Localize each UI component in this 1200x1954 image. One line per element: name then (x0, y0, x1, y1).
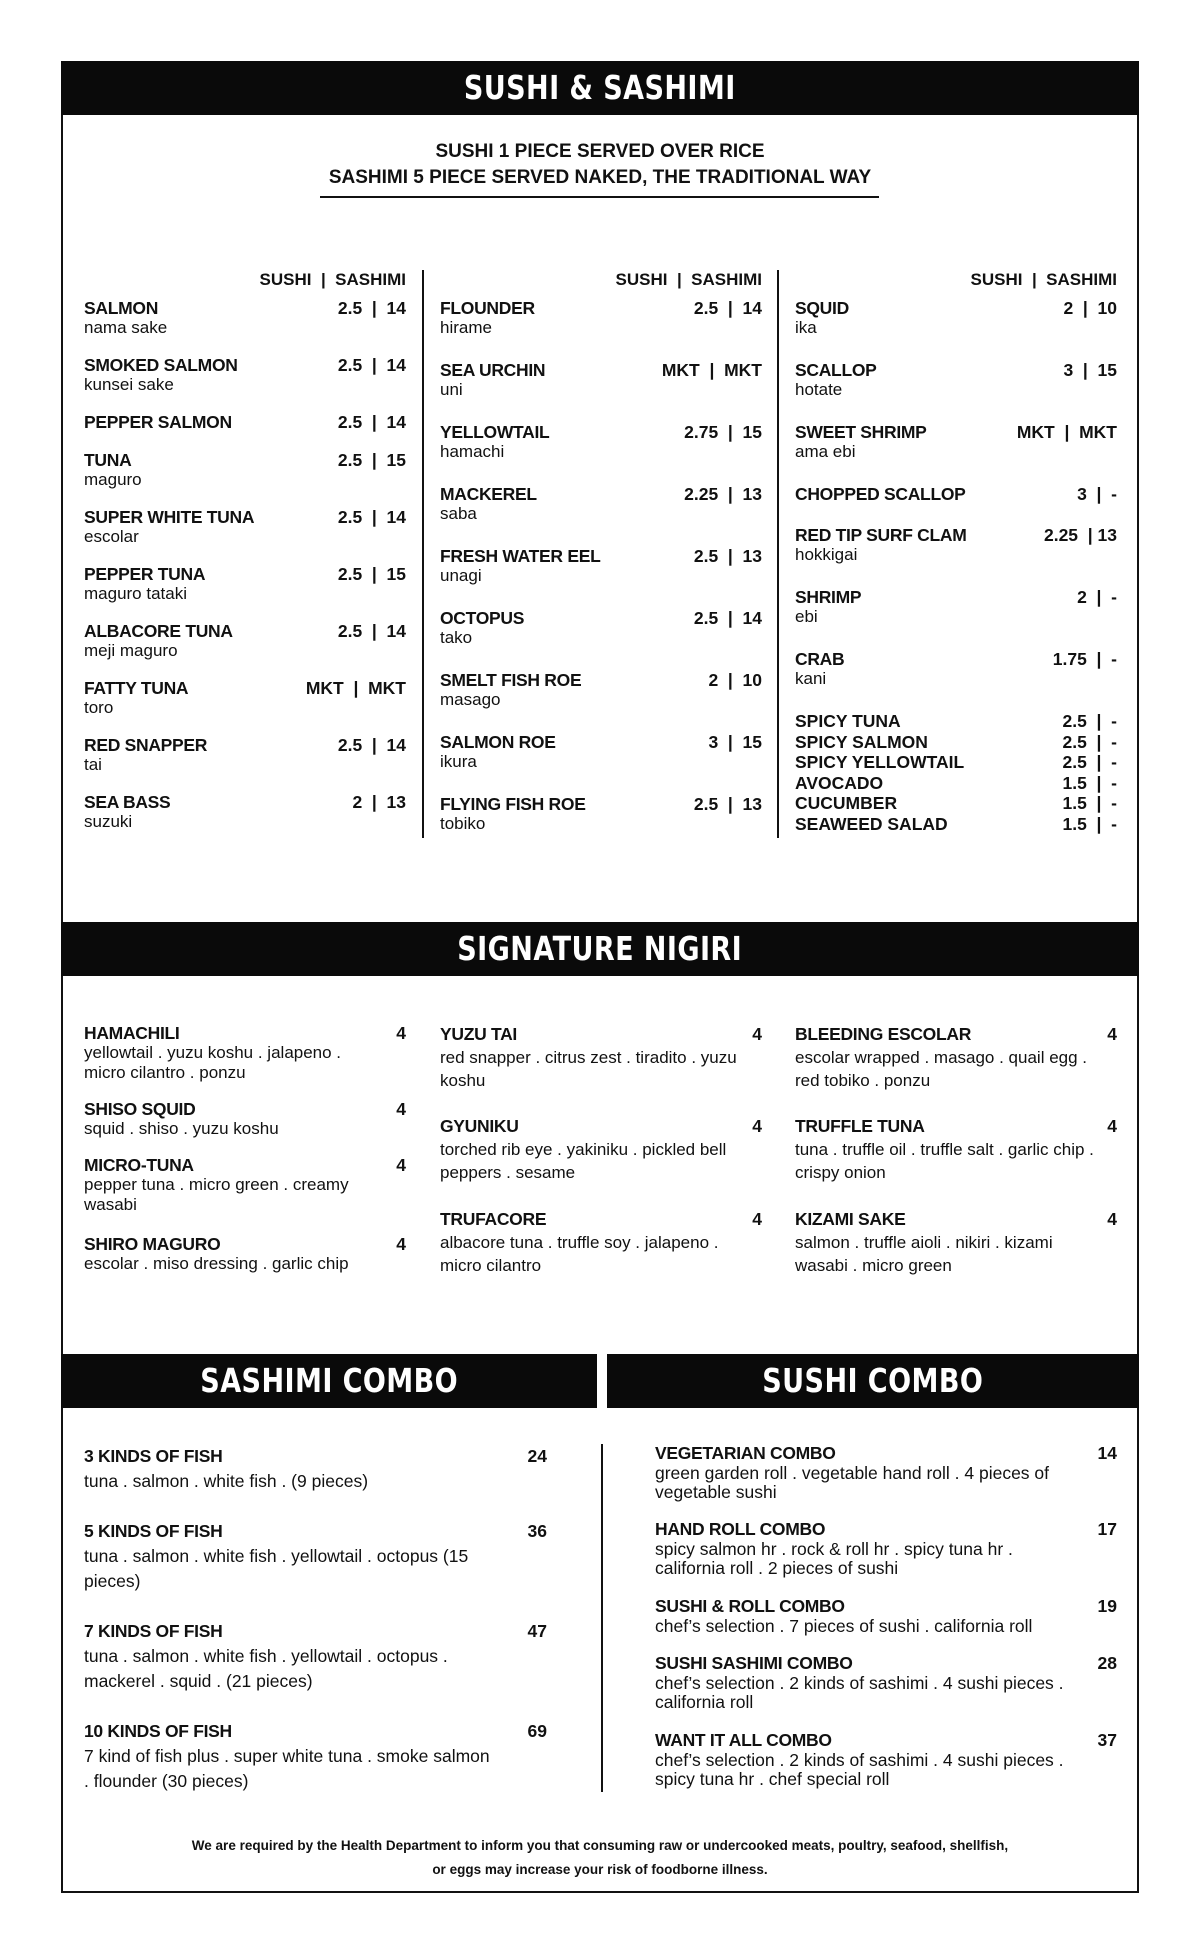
sushi-roll-name: SPICY YELLOWTAIL (795, 752, 965, 773)
item-price: 47 (527, 1621, 547, 1641)
item-name: TUNA (84, 450, 132, 470)
sushi-combo-item (655, 1654, 1117, 1713)
sushi-item (84, 412, 406, 432)
item-name: GYUNIKU (440, 1116, 519, 1136)
item-description: chef’s selection . 7 pieces of sushi . california roll (655, 1615, 1033, 1636)
item-name: HAMACHILI (84, 1023, 180, 1043)
item-name: 5 KINDS OF FISH (84, 1521, 223, 1541)
item-name: CRAB (795, 649, 845, 669)
item-description: torched rib eye . yakiniku . pickled bell peppers . sesame (440, 1140, 727, 1182)
health-disclaimer-line-2: or eggs may increase your risk of foodborne illness. (432, 1862, 768, 1877)
column-header-1: SUSHI | SASHIMI (259, 270, 406, 289)
item-price: 2 | 10 (708, 670, 762, 690)
item-price: 2 | 10 (1063, 298, 1117, 318)
sushi-item (440, 608, 762, 648)
item-price: 2.5 | 14 (337, 355, 406, 375)
subtitle-line-1: SUSHI 1 PIECE SERVED OVER RICE (435, 141, 765, 162)
sushi-item (440, 298, 762, 338)
item-description: hokkigai (795, 545, 858, 564)
sushi-roll-price: 2.5 | - (1062, 711, 1117, 731)
item-name: RED SNAPPER (84, 735, 208, 755)
item-price: 2.75 | 15 (684, 422, 762, 442)
nigiri-item (440, 1208, 762, 1277)
sushi-item (84, 678, 406, 718)
item-price: 4 (1107, 1024, 1117, 1044)
item-price: MKT | MKT (1016, 422, 1117, 442)
item-description: tuna . salmon . white fish . yellowtail . octopus . mackerel . squid . (21 pieces) (84, 1646, 448, 1691)
item-name: KIZAMI SAKE (795, 1209, 906, 1229)
item-name: RED TIP SURF CLAM (795, 525, 967, 545)
item-price: 2.5 | 14 (693, 298, 762, 318)
item-price: 4 (396, 1234, 406, 1254)
sushi-item (84, 507, 406, 547)
item-price: 4 (1107, 1116, 1117, 1136)
nigiri-item (84, 1155, 406, 1215)
item-name: 10 KINDS OF FISH (84, 1721, 232, 1741)
item-description: squid . shiso . yuzu koshu (84, 1119, 279, 1138)
item-name: FLOUNDER (440, 298, 535, 318)
item-description: escolar wrapped . masago . quail egg . red tobiko . ponzu (795, 1048, 1088, 1090)
item-price: 24 (527, 1446, 547, 1466)
nigiri-item (795, 1115, 1117, 1184)
item-price: 19 (1097, 1596, 1117, 1616)
divider (422, 270, 424, 838)
item-name: MACKEREL (440, 484, 537, 504)
item-description: tobiko (440, 814, 486, 833)
item-price: 4 (752, 1024, 762, 1044)
divider (601, 1444, 603, 1792)
sushi-item (440, 422, 762, 462)
sushi-item (795, 525, 1117, 565)
item-description: ama ebi (795, 442, 856, 461)
item-price: 2.25 | 13 (684, 484, 762, 504)
sushi-item (795, 587, 1117, 627)
sushi-item (84, 450, 406, 490)
item-price: 2 | - (1077, 587, 1117, 607)
item-price: 4 (752, 1209, 762, 1229)
item-name: SWEET SHRIMP (795, 422, 927, 442)
sushi-roll-name: CUCUMBER (795, 793, 898, 814)
nigiri-item (795, 1023, 1117, 1092)
section-sashimi-combo: SASHIMI COMBO (61, 1354, 597, 1408)
item-name: HAND ROLL COMBO (655, 1519, 826, 1539)
item-description: green garden roll . vegetable hand roll . 4 pieces of vegetable sushi (655, 1462, 1050, 1502)
item-description: kunsei sake (84, 375, 174, 394)
section-sushi-sashimi: SUSHI & SASHIMI (61, 61, 1139, 115)
item-description: salmon . truffle aioli . nikiri . kizami wasabi . micro green (795, 1233, 1053, 1275)
item-description: hamachi (440, 442, 505, 461)
sushi-combo-item (655, 1444, 1117, 1503)
item-name: CHOPPED SCALLOP (795, 484, 966, 504)
sushi-item (440, 546, 762, 586)
sashimi-combo-item (84, 1619, 547, 1694)
sushi-item (795, 649, 1117, 689)
item-name: 7 KINDS OF FISH (84, 1621, 223, 1641)
nigiri-item (84, 1099, 406, 1139)
item-price: 4 (396, 1099, 406, 1119)
sushi-combo-item (655, 1731, 1117, 1790)
item-name: SUPER WHITE TUNA (84, 507, 255, 527)
item-name: WANT IT ALL COMBO (655, 1730, 832, 1750)
item-description: escolar (84, 527, 139, 546)
item-description: saba (440, 504, 477, 523)
item-description: uni (440, 380, 463, 399)
sushi-item (440, 732, 762, 772)
sushi-roll-name: SPICY TUNA (795, 711, 901, 731)
sushi-item (84, 355, 406, 395)
column-header-3: SUSHI | SASHIMI (970, 270, 1117, 289)
nigiri-item (795, 1208, 1117, 1277)
item-description: yellowtail . yuzu koshu . jalapeno . micro cilantro . ponzu (84, 1043, 342, 1082)
sushi-item (84, 735, 406, 775)
item-price: 3 | 15 (1063, 360, 1117, 380)
sushi-item (440, 670, 762, 710)
item-name: VEGETARIAN COMBO (655, 1443, 836, 1463)
item-name: SHIRO MAGURO (84, 1234, 221, 1254)
item-price: 2.5 | 14 (337, 412, 406, 432)
item-name: 3 KINDS OF FISH (84, 1446, 223, 1466)
item-price: 4 (1107, 1209, 1117, 1229)
item-price: 1.75 | - (1052, 649, 1117, 669)
nigiri-item (440, 1023, 762, 1092)
sushi-item (84, 298, 406, 338)
sushi-item (440, 360, 762, 400)
sashimi-combo-item (84, 1719, 547, 1794)
sushi-item (795, 298, 1117, 338)
sushi-item (440, 484, 762, 524)
item-description: tuna . truffle oil . truffle salt . garlic chip . crispy onion (795, 1140, 1094, 1182)
item-name: SMOKED SALMON (84, 355, 238, 375)
item-description: nama sake (84, 318, 168, 337)
item-description: toro (84, 698, 114, 717)
nigiri-item (84, 1023, 406, 1083)
item-price: MKT | MKT (305, 678, 406, 698)
item-price: 2.5 | 14 (337, 735, 406, 755)
item-description: hotate (795, 380, 843, 399)
item-description: unagi (440, 566, 482, 585)
item-name: PEPPER SALMON (84, 412, 232, 432)
item-name: SQUID (795, 298, 849, 318)
divider (777, 270, 779, 838)
item-price: MKT | MKT (661, 360, 762, 380)
item-price: 14 (1097, 1443, 1117, 1463)
item-description: 7 kind of fish plus . super white tuna . smoke salmon . flounder (30 pieces) (84, 1746, 490, 1791)
sushi-item (84, 564, 406, 604)
sushi-roll-price: 1.5 | - (1062, 793, 1117, 814)
health-disclaimer-line-1: We are required by the Health Department to inform you that consuming raw or undercooked meats, poultry, seafood, shellfish, (191, 1838, 1009, 1853)
sashimi-combo-item (84, 1444, 547, 1494)
item-price: 36 (527, 1521, 547, 1541)
item-name: SEA BASS (84, 792, 171, 812)
item-price: 2.5 | 14 (337, 621, 406, 641)
item-name: SUSHI & ROLL COMBO (655, 1596, 845, 1616)
item-price: 2.25 | 13 (1043, 525, 1117, 545)
item-price: 2.5 | 14 (693, 608, 762, 628)
item-description: tai (84, 755, 102, 774)
item-description: chef’s selection . 2 kinds of sashimi . 4 sushi pieces . california roll (655, 1672, 1064, 1712)
health-disclaimer (61, 1834, 1139, 1882)
item-name: YUZU TAI (440, 1024, 517, 1044)
item-price: 2.5 | 15 (337, 564, 406, 584)
item-description: ebi (795, 607, 818, 626)
item-description: tako (440, 628, 473, 647)
item-price: 3 | - (1077, 484, 1117, 504)
item-description: tuna . salmon . white fish . (9 pieces) (84, 1471, 369, 1491)
item-description: masago (440, 690, 501, 709)
item-price: 17 (1097, 1519, 1117, 1539)
item-description: chef’s selection . 2 kinds of sashimi . 4 sushi pieces . spicy tuna hr . chef special roll (655, 1749, 1064, 1789)
sushi-item (84, 621, 406, 661)
item-name: TRUFFLE TUNA (795, 1116, 925, 1136)
item-description: ikura (440, 752, 477, 771)
item-name: SALMON (84, 298, 159, 318)
item-price: 4 (396, 1155, 406, 1175)
item-price: 4 (396, 1023, 406, 1043)
nigiri-item (84, 1234, 406, 1274)
item-description: tuna . salmon . white fish . yellowtail . octopus (15 pieces) (84, 1546, 469, 1591)
item-description: maguro tataki (84, 584, 187, 603)
item-description: kani (795, 669, 827, 688)
item-name: ALBACORE TUNA (84, 621, 233, 641)
item-name: SEA URCHIN (440, 360, 546, 380)
sushi-item (795, 484, 1117, 504)
item-price: 2.5 | 14 (337, 298, 406, 318)
item-name: SCALLOP (795, 360, 877, 380)
item-description: spicy salmon hr . rock & roll hr . spicy tuna hr . california roll . 2 pieces of sushi (655, 1538, 1013, 1578)
item-description: meji maguro (84, 641, 178, 660)
item-name: SMELT FISH ROE (440, 670, 582, 690)
sushi-roll-price: 2.5 | - (1062, 731, 1117, 752)
sushi-item (84, 792, 406, 832)
sushi-roll-name: AVOCADO (795, 772, 884, 793)
item-price: 69 (527, 1721, 547, 1741)
sushi-item (795, 360, 1117, 400)
item-price: 2 | 13 (352, 792, 406, 812)
item-price: 2.5 | 13 (693, 546, 762, 566)
item-name: SALMON ROE (440, 732, 556, 752)
sushi-roll-name: SPICY SALMON (795, 731, 928, 752)
sushi-roll-name: SEAWEED SALAD (795, 814, 948, 834)
item-description: maguro (84, 470, 142, 489)
sushi-item (440, 794, 762, 834)
item-name: FATTY TUNA (84, 678, 189, 698)
sushi-combo-item (655, 1520, 1117, 1579)
item-price: 2.5 | 14 (337, 507, 406, 527)
column-header-2: SUSHI | SASHIMI (615, 270, 762, 289)
item-description: hirame (440, 318, 492, 337)
section-sushi-combo: SUSHI COMBO (607, 1354, 1139, 1408)
item-description: escolar . miso dressing . garlic chip (84, 1254, 349, 1273)
subtitle-line-2: SASHIMI 5 PIECE SERVED NAKED, THE TRADITIONAL WAY (328, 167, 872, 188)
sushi-roll-price: 1.5 | - (1062, 814, 1117, 834)
sushi-combo-item (655, 1597, 1117, 1636)
item-name: SHRIMP (795, 587, 862, 607)
subtitle-underline (320, 196, 879, 198)
item-description: ika (795, 318, 817, 337)
item-price: 2.5 | 13 (693, 794, 762, 814)
sushi-roll-price: 2.5 | - (1062, 752, 1117, 773)
sushi-roll-price: 1.5 | - (1062, 772, 1117, 793)
item-name: BLEEDING ESCOLAR (795, 1024, 972, 1044)
item-name: FRESH WATER EEL (440, 546, 601, 566)
item-price: 4 (752, 1116, 762, 1136)
item-name: OCTOPUS (440, 608, 525, 628)
item-description: red snapper . citrus zest . tiradito . yuzu koshu (440, 1048, 737, 1090)
sashimi-combo-item (84, 1519, 547, 1594)
item-name: FLYING FISH ROE (440, 794, 586, 814)
item-name: YELLOWTAIL (440, 422, 550, 442)
item-name: SHISO SQUID (84, 1099, 196, 1119)
item-price: 3 | 15 (708, 732, 762, 752)
item-name: MICRO-TUNA (84, 1155, 194, 1175)
sushi-item (795, 422, 1117, 462)
item-description: pepper tuna . micro green . creamy wasabi (84, 1175, 349, 1214)
item-name: TRUFACORE (440, 1209, 547, 1229)
item-price: 28 (1097, 1653, 1117, 1673)
item-name: SUSHI SASHIMI COMBO (655, 1653, 853, 1673)
item-name: PEPPER TUNA (84, 564, 206, 584)
item-description: albacore tuna . truffle soy . jalapeno . micro cilantro (440, 1233, 719, 1275)
nigiri-item (440, 1115, 762, 1184)
item-price: 2.5 | 15 (337, 450, 406, 470)
item-description: suzuki (84, 812, 133, 831)
item-price: 37 (1097, 1730, 1117, 1750)
section-signature-nigiri: SIGNATURE NIGIRI (61, 922, 1139, 976)
